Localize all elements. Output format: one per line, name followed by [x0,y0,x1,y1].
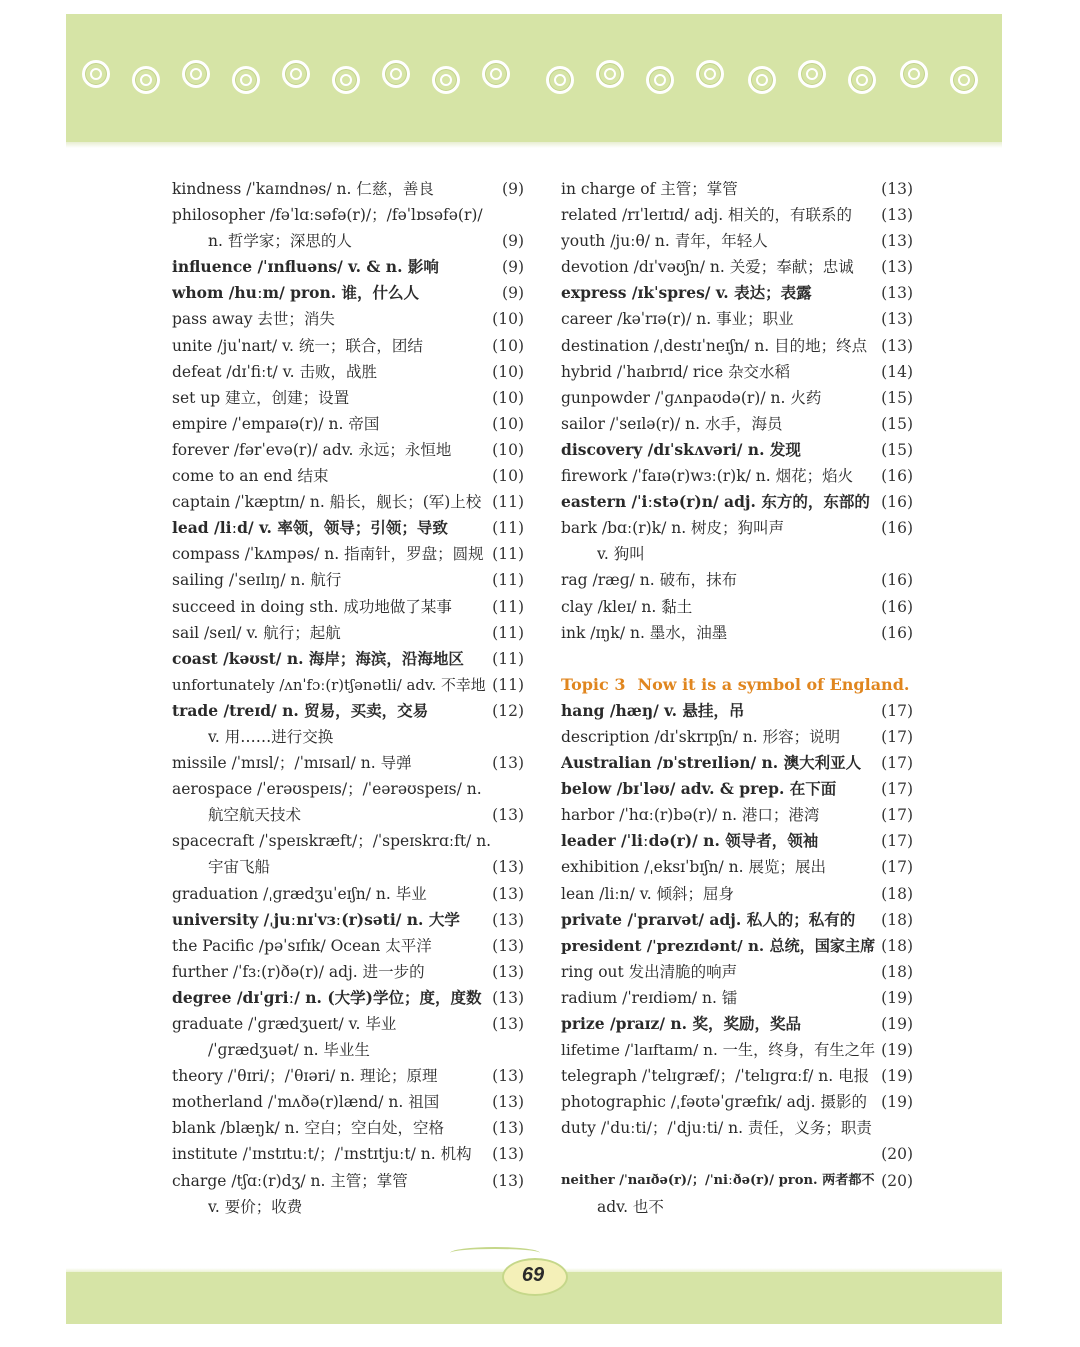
vocab-entry [561,1089,913,1115]
vocab-entry-page: (17) [881,806,913,825]
page-number: 69 [521,1264,545,1286]
vocab-entry-text: telegraph /ˈtelɪɡræf/；/ˈtelɪɡrɑːf/ n. 电报 [561,1067,870,1086]
vocab-entry [561,567,913,593]
vocab-entry-page: (16) [881,493,913,512]
vocab-entry-page: (11) [492,623,524,642]
ring-ornament [848,66,876,94]
vocab-entry-text: spacecraft /ˈspeɪskræft/；/ˈspeɪskrɑːft/ n. [172,832,492,851]
vocab-entry-text: philosopher /fəˈlɑːsəfə(r)/；/fəˈlɒsəfə(r)/ [172,206,483,225]
vocab-entry [561,280,913,306]
vocab-entry-text: duty /ˈduːti/；/ˈdjuːti/ n. 责任，义务；职责 [561,1119,872,1138]
vocab-entry [172,411,524,437]
vocab-entry-text: pass away 去世；消失 [172,310,335,329]
vocab-entry-text: charge /tʃɑː(r)dʒ/ n. 主管；掌管 [172,1171,408,1190]
vocab-entry-text: exhibition /ˌeksɪˈbɪʃn/ n. 展览；展出 [561,858,826,877]
vocab-entry-text: graduate /ˈɡrædʒueɪt/ v. 毕业 [172,1015,397,1033]
vocab-entry-text: forever /fərˈevə(r)/ adv. 永远；永恒地 [172,440,452,459]
vocab-entry-page: (19) [881,1015,913,1033]
vocab-entry [561,306,913,332]
vocab-entry-page: (9) [502,232,524,251]
vocab-entry [561,802,913,828]
vocab-entry-text: gunpowder /ˈɡʌnpaʊdə(r)/ n. 火药 [561,388,822,407]
vocab-entry-text: sailing /ˈseɪlɪŋ/ n. 航行 [172,571,342,590]
vocab-entry-text: defeat /dɪˈfiːt/ v. 击败，战胜 [172,362,377,381]
vocab-entry-page: (16) [881,519,913,538]
vocab-entry-text: lifetime /ˈlaɪftaɪm/ n. 一生，终身，有生之年 [561,1041,876,1060]
vocab-entry [172,802,524,828]
vocab-entry [561,202,913,228]
vocab-entry-page: (11) [492,675,524,694]
vocab-entry [172,541,524,567]
vocab-entry-text: motherland /ˈmʌðə(r)lænd/ n. 祖国 [172,1093,440,1112]
vocab-entry-page: (13) [881,206,913,225]
vocab-entry-page: (13) [492,1015,524,1033]
ring-ornament [282,60,310,88]
vocab-entry-text: lead /liːd/ v. 率领，领导；引领；导致 [172,518,448,538]
vocab-entry [561,333,913,359]
ring-ornament [182,60,210,88]
vocab-entry-text: president /ˈprezɪdənt/ n. 总统，国家主席 [561,936,876,955]
vocab-entry-page: (19) [881,1041,913,1060]
vocab-entry [172,646,524,672]
vocab-entry-text: eastern /ˈiːstə(r)n/ adj. 东方的，东部的 [561,492,870,512]
vocab-entry-page: (10) [492,467,524,486]
vocab-entry-page: (18) [881,936,913,955]
vocab-entry-page: (13) [881,232,913,251]
vocab-entry [172,594,524,620]
vocab-entry-text: neither /ˈnaɪðə(r)/；/ˈniːðə(r)/ pron. 两者都不 [561,1172,875,1188]
vocab-entry-page: (13) [492,988,524,1007]
vocab-entry [172,1037,524,1063]
vocab-entry [561,1194,913,1220]
vocab-entry [561,1141,913,1167]
vocab-entry-text: whom /huːm/ pron. 谁，什么人 [172,283,420,303]
vocab-entry-page: (9) [502,284,524,303]
vocab-entry-page: (13) [492,754,524,773]
vocab-entry [172,933,524,959]
vocab-entry-text: harbor /ˈhɑː(r)bə(r)/ n. 港口；港湾 [561,806,820,825]
topic-heading [561,672,913,698]
vocab-entry-text: related /rɪˈleɪtɪd/ adj. 相关的，有联系的 [561,206,853,225]
vocab-entry-text: ink /ɪŋk/ n. 墨水，油墨 [561,623,728,642]
vocab-entry [561,359,913,385]
vocab-entry [561,1063,913,1089]
vocab-entry-page: (17) [881,858,913,877]
vocab-entry-page: (16) [881,467,913,486]
vocab-entry [561,254,913,280]
vocab-entry [561,620,913,646]
vocab-entry [561,411,913,437]
vocab-entry-page: (16) [881,623,913,642]
vocab-entry-page: (13) [492,1119,524,1138]
vocab-entry [172,437,524,463]
vocab-entry-page: (16) [881,571,913,590]
vocab-entry-page: (9) [502,258,524,277]
vocab-entry-page: (15) [881,414,913,433]
vocab-entry-page: (11) [492,545,524,564]
vocab-entry-page: (13) [492,910,524,929]
vocab-entry [561,228,913,254]
vocab-entry [172,228,524,254]
vocab-entry-page: (10) [492,362,524,381]
vocab-entry-text: hang /hæŋ/ v. 悬挂，吊 [561,700,745,720]
vocab-entry-text: succeed in doing sth. 成功地做了某事 [172,597,452,616]
ring-ornament [482,60,510,88]
vocab-entry [172,1141,524,1167]
vocab-entry [172,854,524,880]
vocab-entry [172,907,524,933]
vocab-entry-page: (11) [492,519,524,538]
vocab-entry-page: (13) [881,284,913,303]
vocab-entry [561,724,913,750]
vocab-entry-page: (17) [881,754,913,773]
vocab-entry [172,1194,524,1220]
ring-ornament [546,66,574,94]
vocab-entry-text: private /ˈpraɪvət/ adj. 私人的；私有的 [561,909,856,929]
vocab-entry-text: Australian /ɒˈstreɪliən/ n. 澳大利亚人 [561,753,862,773]
vocab-entry-page: (18) [881,884,913,903]
vocab-entry-page: (17) [881,780,913,799]
vocab-entry-text: lean /liːn/ v. 倾斜；屈身 [561,884,735,903]
vocab-entry-text: theory /ˈθɪri/；/ˈθɪəri/ n. 理论；原理 [172,1067,438,1086]
vocab-entry-text: 航空航天技术 [208,806,302,825]
vocab-entry [561,828,913,854]
vocab-entry-text: in charge of 主管；掌管 [561,180,738,198]
vocab-entry [172,985,524,1011]
topic-label: Topic 3 [561,674,626,694]
vocab-entry-text: missile /ˈmɪsl/；/ˈmɪsaɪl/ n. 导弹 [172,754,412,773]
vocab-entry [561,776,913,802]
vocab-entry-text: v. 要价；收费 [208,1197,303,1216]
vocab-entry-page: (12) [492,701,524,720]
vocab-entry-text: captain /ˈkæptɪn/ n. 船长，舰长；(军)上校 [172,493,482,512]
vocab-entry-text: description /dɪˈskrɪpʃn/ n. 形容；说明 [561,727,841,746]
vocab-entry [172,176,524,202]
vocab-entry-page: (13) [492,884,524,903]
vocab-entry-page: (13) [881,336,913,355]
vocab-entry [172,1011,524,1037]
vocab-entry [172,202,524,228]
vocab-entry-text: youth /juːθ/ n. 青年，年轻人 [561,232,768,251]
vocab-entry-page: (17) [881,701,913,720]
vocab-entry-text: discovery /dɪˈskʌvəri/ n. 发现 [561,439,801,459]
vocab-entry-page: (20) [881,1145,913,1164]
vocab-entry [172,385,524,411]
vocab-entry [561,1037,913,1063]
vocab-entry-text: v. 用……进行交换 [208,727,334,746]
vocab-entry-page: (14) [881,362,913,381]
vocab-entry-page: (18) [881,910,913,929]
vocab-entry-page: (11) [492,571,524,590]
vocab-entry-page: (16) [881,597,913,616]
header-shadow [66,142,1002,148]
vocab-entry-page: (13) [492,936,524,955]
vocab-entry-text: v. 狗叫 [597,545,645,564]
vocab-entry-page: (13) [492,1093,524,1112]
vocab-entry [561,515,913,541]
vocab-entry-page: (10) [492,388,524,407]
ring-ornament [798,60,826,88]
vocab-entry-text: sail /seɪl/ v. 航行；起航 [172,623,341,642]
vocab-entry-text: unite /juˈnaɪt/ v. 统一；联合，团结 [172,336,423,355]
vocab-entry [172,359,524,385]
vocab-entry [561,1115,913,1141]
vocab-entry-text: destination /ˌdestɪˈneɪʃn/ n. 目的地；终点 [561,336,868,355]
vocab-entry-page: (15) [881,388,913,407]
ring-ornament [696,60,724,88]
vocab-entry-text: university /ˌjuːnɪˈvɜː(r)səti/ n. 大学 [172,909,460,929]
vocab-entry [172,881,524,907]
ring-ornament [82,60,110,88]
vocab-entry [172,306,524,332]
vocab-entry-text: trade /treɪd/ n. 贸易，买卖，交易 [172,700,429,720]
vocab-entry [561,985,913,1011]
vocab-entry-text: n. 哲学家；深思的人 [208,232,352,251]
vocab-entry-text: /ˈɡrædʒuət/ n. 毕业生 [208,1041,370,1060]
vocab-entry [561,959,913,985]
vocab-entry [561,1011,913,1037]
vocab-entry-text: institute /ˈɪnstɪtuːt/；/ˈɪnstɪtjuːt/ n. 机构 [172,1145,472,1164]
vocab-entry [172,1063,524,1089]
vocab-entry-page: (9) [502,180,524,198]
vocab-entry [561,385,913,411]
vocab-entry [561,881,913,907]
vocab-entry-page: (13) [881,310,913,329]
vocab-entry-page: (11) [492,597,524,616]
vocab-entry-text: leader /ˈliːdə(r)/ n. 领导者，领袖 [561,831,819,851]
ring-ornament [332,66,360,94]
vocab-entry [172,672,524,698]
vocab-entry [172,776,524,802]
vocab-entry-page: (13) [881,180,913,198]
ring-ornament [232,66,260,94]
vocab-entry-text: sailor /ˈseɪlə(r)/ n. 水手，海员 [561,414,783,433]
ring-ornament [596,60,624,88]
vocab-entry [561,541,913,567]
vocab-entry-text: prize /praɪz/ n. 奖，奖励，奖品 [561,1014,801,1033]
vocab-entry-text: come to an end 结束 [172,467,329,486]
vocabulary-column-right [561,176,913,1220]
vocab-entry-text: kindness /ˈkaɪndnəs/ n. 仁慈，善良 [172,180,434,198]
ring-ornament [900,60,928,88]
vocab-entry-text: radium /ˈreɪdiəm/ n. 镭 [561,988,738,1007]
vocab-entry [172,828,524,854]
vocab-entry [172,567,524,593]
vocab-entry-page: (13) [492,1171,524,1190]
vocab-entry-text: below /bɪˈləʊ/ adv. & prep. 在下面 [561,779,837,799]
ring-ornament [432,66,460,94]
vocab-entry-page: (13) [492,1145,524,1164]
ring-ornament [382,60,410,88]
vocab-entry [561,176,913,202]
vocab-entry [561,854,913,880]
vocab-entry-text: the Pacific /pəˈsɪfɪk/ Ocean 太平洋 [172,936,432,955]
vocab-entry-text: clay /kleɪ/ n. 黏土 [561,597,693,616]
vocab-entry [561,437,913,463]
vocab-entry-text: empire /ˈempaɪə(r)/ n. 帝国 [172,414,380,433]
vocab-entry-page: (18) [881,962,913,981]
vocab-entry-text: firework /ˈfaɪə(r)wɜː(r)k/ n. 烟花；焰火 [561,467,854,486]
vocab-entry-page: (13) [881,258,913,277]
vocab-entry [172,698,524,724]
vocab-entry-text: photographic /ˌfəʊtəˈɡræfɪk/ adj. 摄影的 [561,1093,867,1112]
vocab-entry-text: coast /kəʊst/ n. 海岸；海滨，沿海地区 [172,648,464,668]
ring-ornament [950,66,978,94]
vocab-entry-page: (17) [881,832,913,851]
vocab-entry [172,463,524,489]
vocabulary-column-left [172,176,524,1220]
vocab-entry [172,489,524,515]
vocab-entry-text: aerospace /ˈerəʊspeɪs/；/ˈeərəʊspeɪs/ n. [172,780,482,799]
vocab-entry [561,933,913,959]
vocab-entry-text: career /kəˈrɪə(r)/ n. 事业；职业 [561,310,794,329]
vocab-entry [561,750,913,776]
vocab-entry [172,750,524,776]
vocab-entry-page: (15) [881,440,913,459]
vocab-entry [172,515,524,541]
vocab-entry-text: degree /dɪˈɡriː/ n. (大学)学位；度，度数 [172,987,482,1007]
vocab-entry-page: (13) [492,858,524,877]
vocab-entry-text: influence /ˈɪnfluəns/ v. & n. 影响 [172,257,439,277]
vocab-entry-text: 宇宙飞船 [208,858,271,877]
vocab-entry [172,959,524,985]
vocab-entry [172,1168,524,1194]
vocab-entry-text: express /ɪkˈspres/ v. 表达；表露 [561,283,812,303]
vocab-entry-page: (17) [881,727,913,746]
vocab-entry-page: (20) [881,1171,913,1190]
vocab-entry-page: (19) [881,1093,913,1112]
vocab-entry-text: ring out 发出清脆的响声 [561,962,738,981]
vocab-entry-text: compass /ˈkʌmpəs/ n. 指南针，罗盘；圆规 [172,545,484,564]
vocab-entry-page: (10) [492,414,524,433]
vocab-entry-page: (19) [881,1067,913,1086]
vocab-entry [561,594,913,620]
vocab-entry-page: (13) [492,962,524,981]
vocab-entry [172,724,524,750]
vocab-entry [172,254,524,280]
vocab-entry [172,333,524,359]
topic-title: Now it is a symbol of England. [637,674,910,694]
vocab-entry-page: (13) [492,806,524,825]
vocab-entry-page: (11) [492,493,524,512]
vocab-entry [561,698,913,724]
vocab-entry [172,620,524,646]
vocab-entry-text: graduation /ˌɡrædʒuˈeɪʃn/ n. 毕业 [172,884,427,903]
vocab-entry [172,280,524,306]
vocab-entry-page: (19) [881,988,913,1007]
vocab-entry [561,907,913,933]
vocab-entry-text: set up 建立，创建；设置 [172,388,350,407]
vocab-entry-text: bark /bɑː(r)k/ n. 树皮；狗叫声 [561,519,785,538]
vocab-entry-text: rag /ræɡ/ n. 破布，抹布 [561,571,738,590]
vocab-entry [561,1168,913,1194]
vocab-entry [172,1115,524,1141]
vocab-entry-page: (10) [492,310,524,329]
vocab-entry-page: (13) [492,1067,524,1086]
vocab-entry-text: blank /blæŋk/ n. 空白；空白处，空格 [172,1119,444,1138]
vocab-entry-text: unfortunately /ʌnˈfɔː(r)tʃənətli/ adv. 不幸地 [172,675,486,694]
vocab-entry-text: hybrid /ˈhaɪbrɪd/ rice 杂交水稻 [561,362,791,381]
spacer [561,646,913,672]
vocab-entry-page: (10) [492,336,524,355]
vocab-entry [561,489,913,515]
vocab-entry-page: (10) [492,440,524,459]
vocab-entry-page: (11) [492,649,524,668]
vocab-entry [561,463,913,489]
ring-ornament [748,66,776,94]
vocab-entry-text: devotion /dɪˈvəʊʃn/ n. 关爱；奉献；忠诚 [561,258,854,277]
ring-ornament [646,66,674,94]
vocab-entry [172,1089,524,1115]
vocab-entry-text: adv. 也不 [597,1197,664,1216]
vocab-entry-text: further /ˈfɜː(r)ðə(r)/ adj. 进一步的 [172,962,425,981]
ring-ornament [132,66,160,94]
